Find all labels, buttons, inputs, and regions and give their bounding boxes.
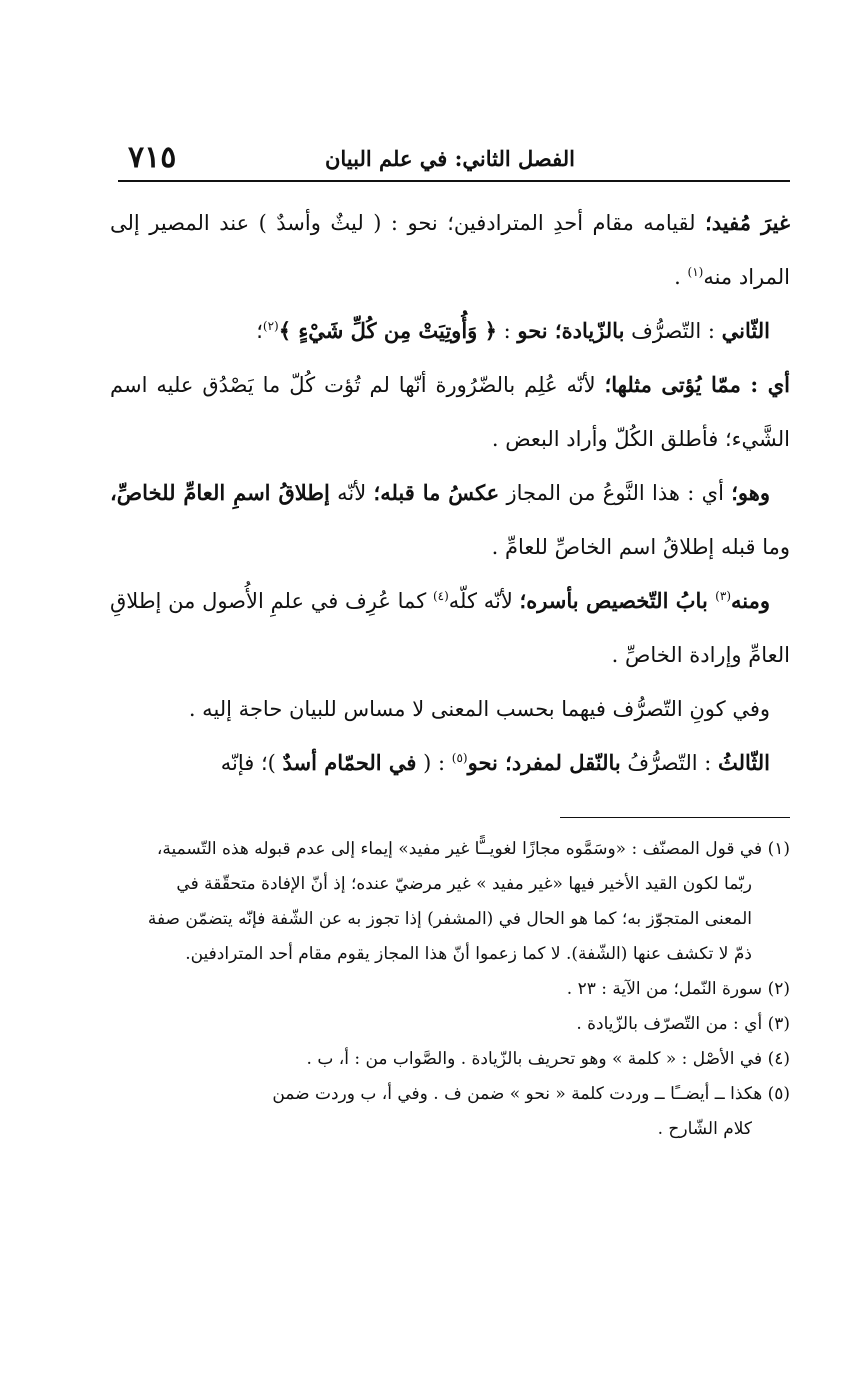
text-run: أي : هذا النَّوعُ من المجاز [499, 481, 732, 505]
paragraph-3 [110, 358, 790, 466]
footnote-1: (١) في قول المصنّف : «وسَمَّوه مجازًا لغويــًّا غير مفيد» إيماء إلى عدم قبوله هذه التّسمية، [156, 839, 790, 859]
paragraph-2 [110, 304, 790, 358]
footnote-1-line: ذمّ لا تكشف عنها (الشّفة). لا كما زعموا أنّ هذا المجاز يقوم مقام أحد المترادفين. [185, 944, 752, 964]
footnote-ref[interactable]: (٥) [451, 751, 468, 765]
text-run: : ( [416, 751, 452, 775]
bold-term: الثّاني [721, 318, 770, 343]
text-run: : التّصرُّفُ [620, 751, 718, 775]
footnote-separator [560, 817, 790, 818]
bold-term: الثّالثُ [718, 750, 770, 775]
footnotes [115, 832, 790, 1147]
paragraph-7 [110, 736, 790, 790]
paragraph-5 [110, 574, 790, 682]
text-run: لقيامه مقام أحدِ المترادفين؛ نحو : ( ليثٌ وأسدٌ ) عند المصير إلى المراد منه [110, 211, 790, 289]
bold-term: عكسُ ما قبله؛ [373, 480, 500, 505]
paragraph-4 [110, 466, 790, 574]
footnote-1-line: المعنى المتجوّز به؛ كما هو الحال في (المشفر) إذا تجوز به عن الشّفة فإنّه يتضمّن صفة [147, 909, 752, 929]
bold-term: بالنّقل لمفرد؛ نحو [467, 750, 621, 775]
footnote-ref[interactable]: (٣) [715, 589, 731, 603]
bold-term: غيرَ مُفيد؛ [705, 210, 791, 235]
paragraph-1 [110, 196, 790, 304]
quran-verse: ﴿ وَأُوتِيَتْ مِن كُلِّ شَيْءٍ ﴾ [278, 318, 497, 343]
text-run: ؛ [256, 319, 263, 343]
text-run: : التّصرُّف [624, 319, 722, 343]
text-run: كما عُرِف في علمِ الأُصول من إطلاقِ العامِّ وإرادة الخاصِّ . [110, 589, 790, 667]
bold-term: ومنه [731, 588, 770, 613]
footnote-ref[interactable]: (١) [687, 265, 704, 279]
bold-term: بالزّيادة؛ نحو [517, 318, 625, 343]
text-run: لأنّه [329, 481, 374, 505]
footnote-1-line: ربّما لكون القيد الأخير فيها «غير مفيد » غير مرضيّ عنده؛ إذ أنّ الإفادة متحقّقة في [176, 874, 752, 894]
footnote-3: (٣) أي : من التّصرّف بالزّيادة . [576, 1014, 790, 1034]
footnote-4: (٤) في الأصْل : « كلمة » وهو تحريف بالزّيادة . والصَّواب من : أ، ب . [306, 1049, 790, 1069]
footnote-ref[interactable]: (٢) [262, 319, 279, 333]
text-run: )؛ فإنّه [220, 751, 283, 775]
bold-term: وهو؛ [731, 480, 770, 505]
header-rule [118, 180, 790, 182]
footnote-ref[interactable]: (٤) [432, 589, 449, 603]
text-run: وفي كونِ التّصرُّف فيهما بحسب المعنى لا مساس للبيان حاجة إليه . [188, 697, 770, 721]
text-run: لأنّه كلّه [448, 589, 520, 613]
bold-term: في الحمّام أسدٌ [282, 750, 417, 775]
footnote-5: (٥) هكذا ــ أيضــًا ــ وردت كلمة « نحو » ضمن ف . وفي أ، ب وردت ضمن [272, 1084, 790, 1104]
running-title: الفصل الثاني: في علم البيان [324, 146, 575, 171]
main-text [110, 196, 790, 790]
text-run: وما قبله إطلاقُ اسم الخاصِّ للعامِّ . [491, 535, 790, 559]
bold-term: أي : ممّا يُؤتى مثلها؛ [604, 372, 790, 397]
page-header [120, 140, 790, 180]
text-run: . [674, 265, 688, 289]
bold-term: إطلاقُ اسمِ العامِّ للخاصِّ، [110, 480, 330, 505]
paragraph-6 [110, 682, 790, 736]
page-number: ٧١٥ [128, 140, 177, 175]
footnote-5-line: كلام الشّارح . [657, 1119, 752, 1139]
text-run: لأنّه عُلِم بالضّرُورة أنّها لم تُؤت كُلّ ما يَصْدُق عليه اسم الشَّيء؛ فأطلق الكُلّ وأراد البعض . [110, 373, 790, 451]
bold-term: بابُ التّخصيص بأسره؛ [519, 588, 716, 613]
footnote-2: (٢) سورة النّمل؛ من الآية : ٢٣ . [566, 979, 790, 999]
text-run: : [496, 319, 518, 343]
